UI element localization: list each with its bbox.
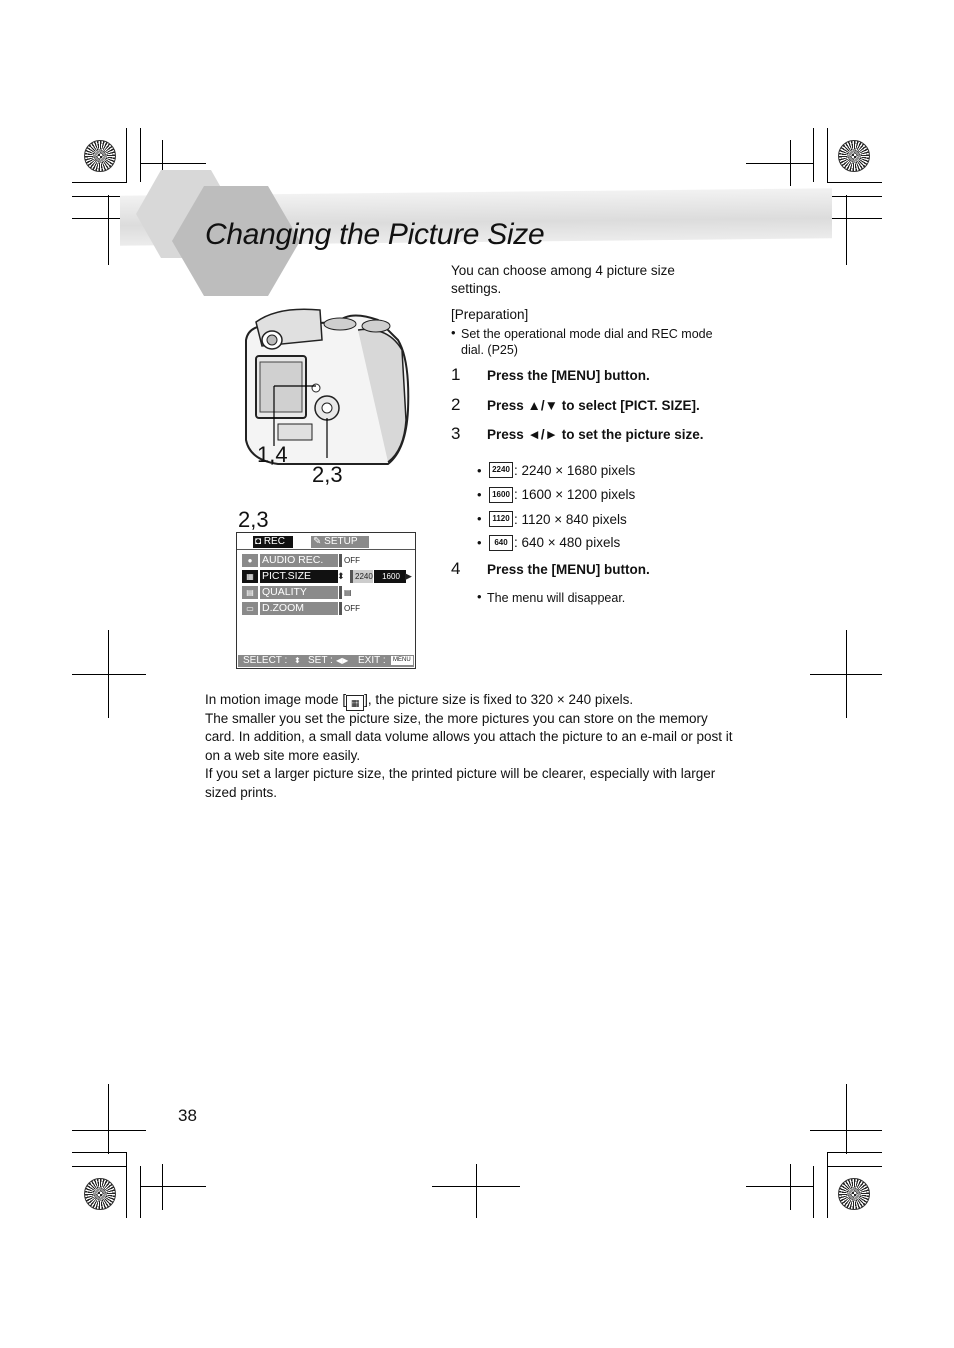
menu-row-label: D.ZOOM: [260, 602, 338, 615]
preparation-text: dial. (P25): [461, 343, 518, 357]
zoom-icon: ▭: [242, 602, 258, 615]
menu-row-value: 2240: [350, 570, 373, 583]
body-text: ], the picture size is fixed to 320 × 240 pixels.: [364, 692, 634, 707]
size-option-text: : 640 × 480 pixels: [514, 535, 621, 550]
step-text: Press the [MENU] button.: [487, 368, 650, 383]
camera-icon: ◘: [255, 536, 262, 547]
step-text: Press the [MENU] button.: [487, 562, 650, 577]
wrench-icon: ✎: [313, 536, 322, 547]
size-1120-icon: 1120: [489, 511, 513, 527]
page-title: Changing the Picture Size: [205, 218, 545, 251]
color-rosette-icon: [84, 140, 116, 172]
bullet: •: [477, 589, 482, 604]
microphone-icon: ●: [242, 554, 258, 567]
size-option-text: : 2240 × 1680 pixels: [514, 463, 636, 478]
step-number: 3: [451, 424, 461, 443]
bullet: •: [451, 325, 456, 340]
body-text: In motion image mode [: [205, 692, 347, 707]
color-rosette-icon: [838, 140, 870, 172]
up-down-arrow-icon: ⬍: [337, 571, 345, 581]
tab-rec: [253, 536, 293, 548]
body-line: sized prints.: [205, 785, 278, 800]
up-down-arrow-icon: ⬍: [294, 656, 301, 665]
size-1600-icon: 1600: [489, 487, 513, 503]
menu-button-icon: MENU: [393, 657, 411, 663]
lcd-menu-screen: [236, 532, 416, 669]
size-option-text: : 1600 × 1200 pixels: [514, 487, 636, 502]
lcd-footer: [238, 655, 414, 667]
step-number: 4: [451, 559, 461, 578]
grid-icon: ▦: [242, 570, 258, 583]
intro-text: You can choose among 4 picture size: [451, 263, 675, 278]
tab-rec-label: REC: [263, 536, 285, 547]
menu-row-value-selected: 1600: [374, 570, 406, 583]
body-line: [205, 691, 760, 711]
left-right-arrow-icon: ◀▶: [336, 656, 349, 665]
page-number: 38: [178, 1106, 197, 1125]
body-line: If you set a larger picture size, the printed picture will be clearer, especially with larger: [205, 766, 716, 781]
right-arrow-icon: ▶: [405, 571, 412, 581]
menu-row-value: OFF: [339, 554, 360, 567]
footer-select-label: SELECT :: [243, 655, 288, 666]
callout-label: 2,3: [312, 462, 343, 487]
menu-row-value: OFF: [339, 602, 360, 615]
menu-row-label: AUDIO REC.: [260, 554, 338, 567]
body-line: card. In addition, a small data volume allows you attach the picture to an e-mail or post it: [205, 729, 733, 744]
body-line: on a web site more easily.: [205, 748, 361, 763]
motion-image-icon: ▦: [346, 695, 364, 711]
preparation-label: [Preparation]: [451, 307, 529, 322]
step-text: Press ▲/▼ to select [PICT. SIZE].: [487, 398, 700, 413]
step-number: 1: [451, 365, 461, 384]
body-line: The smaller you set the picture size, the more pictures you can store on the memory: [205, 711, 708, 726]
menu-row-label: PICT.SIZE: [260, 570, 338, 583]
size-2240-icon: 2240: [489, 462, 513, 478]
callout-label: 1,4: [257, 442, 288, 467]
step-text: Press ◄/► to set the picture size.: [487, 427, 704, 442]
footer-set-label: SET :: [308, 655, 333, 666]
bullet: •: [477, 487, 482, 502]
footer-exit-label: EXIT :: [358, 655, 386, 666]
bullet: •: [477, 535, 482, 550]
bullet: •: [477, 511, 482, 526]
size-640-icon: 640: [489, 535, 513, 551]
bullet: •: [477, 463, 482, 478]
menu-row-label: QUALITY: [260, 586, 338, 599]
step4-note: The menu will disappear.: [487, 591, 626, 605]
tab-setup-label: SETUP: [324, 536, 358, 547]
color-rosette-icon: [84, 1178, 116, 1210]
quality-icon: ▤: [242, 586, 258, 599]
menu-figure-label: 2,3: [238, 507, 269, 532]
size-option-text: : 1120 × 840 pixels: [514, 512, 627, 527]
tab-setup: [311, 536, 369, 548]
intro-text: settings.: [451, 281, 502, 296]
preparation-text: Set the operational mode dial and REC mode: [461, 327, 713, 341]
quality-value-icon: ▤: [339, 586, 360, 599]
color-rosette-icon: [838, 1178, 870, 1210]
step-number: 2: [451, 395, 461, 414]
